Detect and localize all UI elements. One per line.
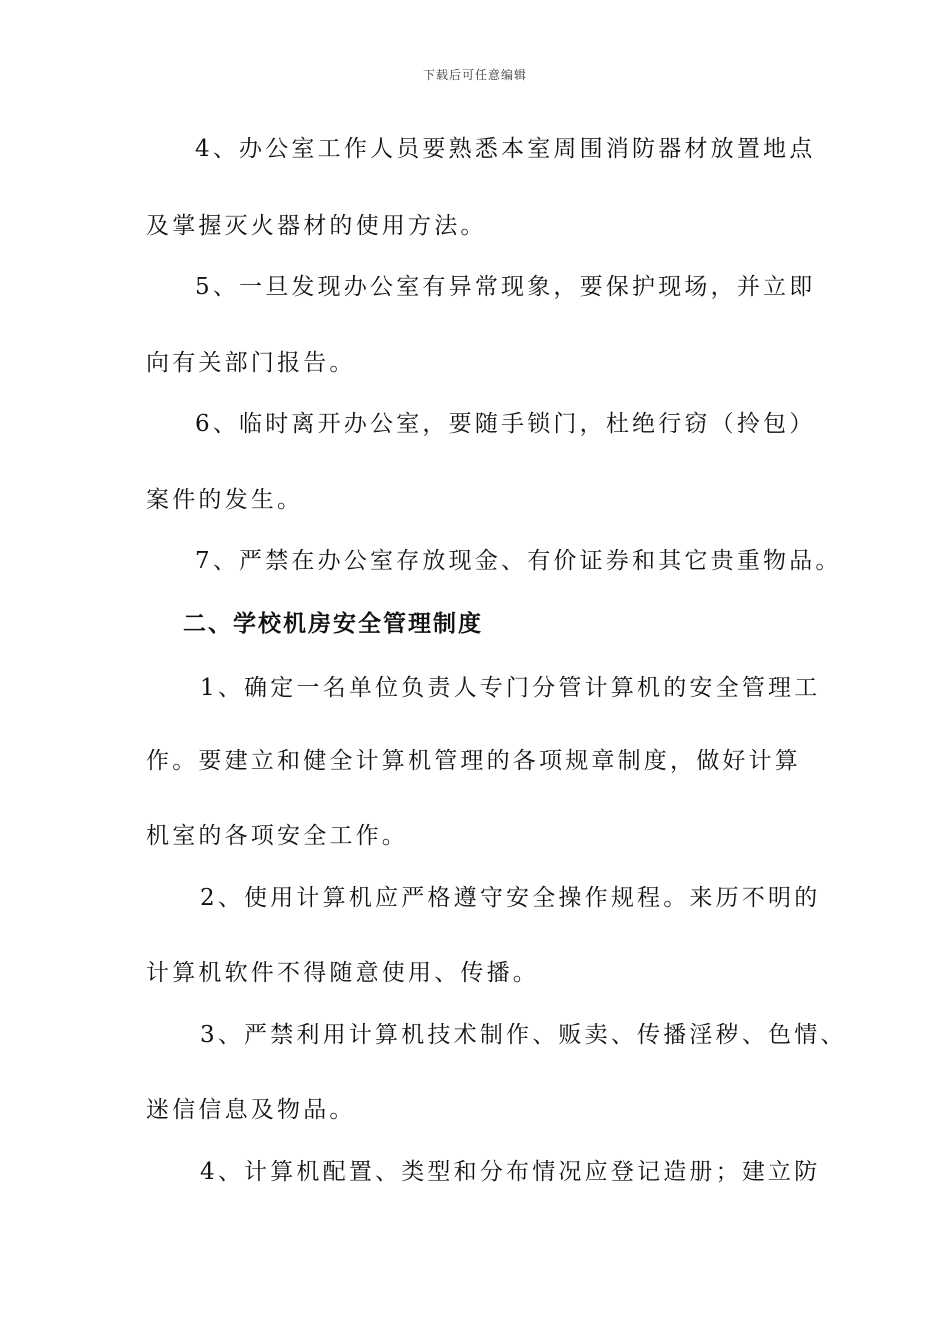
paragraph-line: 5、一旦发现办公室有异常现象，要保护现场，并立即 — [195, 274, 816, 300]
paragraph-line: 2、使用计算机应严格遵守安全操作规程。来历不明的 — [200, 885, 821, 911]
paragraph-line: 作。要建立和健全计算机管理的各项规章制度，做好计算 — [146, 748, 801, 774]
paragraph-line: 向有关部门报告。 — [146, 350, 356, 376]
paragraph-line: 7、严禁在办公室存放现金、有价证券和其它贵重物品。 — [195, 548, 842, 574]
paragraph-line: 案件的发生。 — [146, 487, 304, 513]
paragraph-line: 迷信信息及物品。 — [146, 1097, 356, 1123]
paragraph-line: 及掌握灭火器材的使用方法。 — [146, 213, 487, 239]
paragraph-line: 机室的各项安全工作。 — [146, 823, 408, 849]
paragraph-line: 1、确定一名单位负责人专门分管计算机的安全管理工 — [200, 675, 821, 701]
section-heading: 二、学校机房安全管理制度 — [183, 610, 483, 637]
paragraph-line: 3、严禁利用计算机技术制作、贩卖、传播淫秽、色情、 — [200, 1022, 847, 1048]
page-header: 下载后可任意编辑 — [422, 68, 527, 82]
paragraph-line: 4、计算机配置、类型和分布情况应登记造册；建立防 — [200, 1159, 821, 1185]
paragraph-line: 计算机软件不得随意使用、传播。 — [146, 960, 539, 986]
paragraph-line: 6、临时离开办公室，要随手锁门，杜绝行窃（拎包） — [195, 411, 816, 437]
paragraph-line: 4、办公室工作人员要熟悉本室周围消防器材放置地点 — [195, 136, 816, 162]
